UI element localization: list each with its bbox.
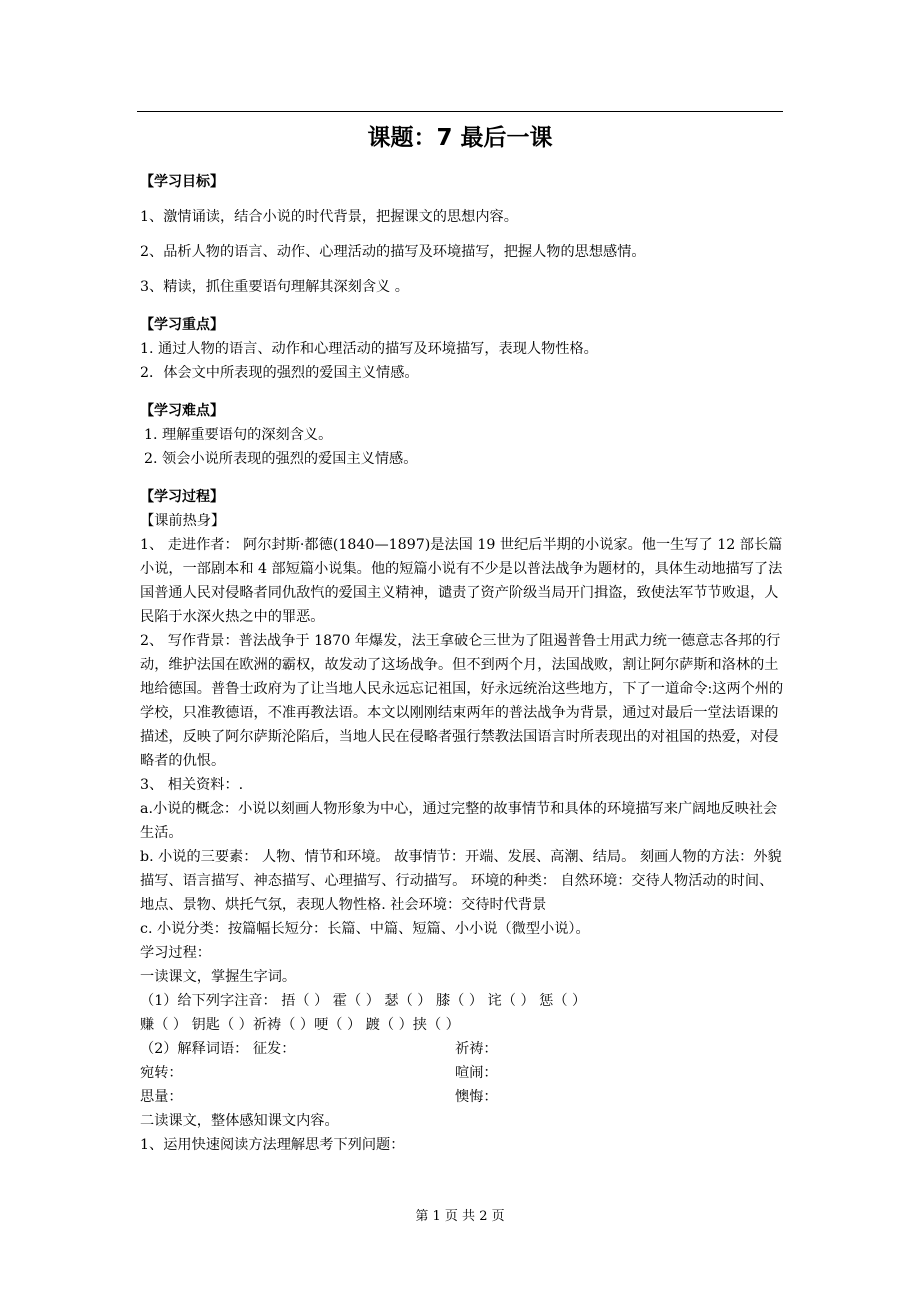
header-rule xyxy=(137,111,783,112)
explain-words-row xyxy=(140,1085,785,1109)
page-title: 课题：7 最后一课 xyxy=(367,125,553,151)
background-paragraph: 2、 写作背景：普法战争于 1870 年爆发，法王拿破仑三世为了阻遏普鲁士用武力统一德意志各邦的行动，维护法国在欧洲的霸权，故发动了这场战争。但不到两个月，法国战败，割让阿尔萨斯和洛林的土地给德国。普鲁士政府为了让当地人民永远忘记祖国，好永远统治这些地方，下了一道命令:这两个州的学校，只准教德语，不准再教法语。本文以刚刚结束两年的普法战争为背景，通过对最后一堂法语课的描述，反映了阿尔萨斯沦陷后，当地人民在侵略者强行禁教法国语言时所表现出的对祖国的热爱，对侵略者的仇恨。 xyxy=(140,633,784,769)
key-point: 1. 通过人物的语言、动作和心理活动的描写及环境描写，表现人物性格。 xyxy=(140,341,598,357)
concept-paragraph: a.小说的概念：小说以刻画人物形象为中心，通过完整的故事情节和具体的环境描写来广阔地反映社会生活。 xyxy=(140,801,778,841)
goals-heading: 【学习目标】 xyxy=(140,174,224,190)
page-footer: 第 1 页 共 2 页 xyxy=(415,1209,505,1224)
word-prayer: 祈祷： xyxy=(455,1041,498,1057)
explain-words-row xyxy=(140,1061,785,1085)
process-heading: 【学习过程】 xyxy=(140,489,224,505)
author-paragraph: 1、 走进作者： 阿尔封斯·都德(1840—1897)是法国 19 世纪后半期的小说家。他一生写了 12 部长篇小说，一部剧本和 4 部短篇小说集。他的短篇小说有不少是以普法战争为题材的，具体生动地描写了法国普通人民对侵略者同仇敌忾的爱国主义精神，谴责了资产阶级当局开门揖盗，致使法军节节败退，人民陷于水深火热之中的罪恶。 xyxy=(140,537,783,625)
warmup-heading: 【课前热身】 xyxy=(140,513,226,529)
resources-heading: 3、 相关资料：. xyxy=(140,777,244,793)
fast-read-line: 1、运用快速阅读方法理解思考下列问题： xyxy=(140,1137,405,1153)
word-siliang: 思量： xyxy=(140,1089,183,1105)
key-point: 2．体会文中所表现的强烈的爱国主义情感。 xyxy=(140,365,419,381)
classification-line: c. 小说分类：按篇幅长短分：长篇、中篇、短篇、小小说（微型小说）。 xyxy=(140,921,590,937)
key-heading: 【学习重点】 xyxy=(140,317,224,333)
phonetic-exercise-line: （1）给下列字注音： 捂（ ） 霍（ ） 瑟（ ） 膝（ ） 诧（ ） 惩（ ） xyxy=(140,993,587,1009)
difficulty-item: 2. 领会小说所表现的强烈的爱国主义情感。 xyxy=(144,451,418,467)
explain-words-label: （2）解释词语： 征发： xyxy=(140,1041,296,1057)
second-read-line: 二读课文，整体感知课文内容。 xyxy=(140,1113,339,1129)
difficulty-item: 1. 理解重要语句的深刻含义。 xyxy=(144,427,333,443)
word-aohui: 懊悔： xyxy=(455,1089,498,1105)
phonetic-exercise-line: 赚（ ） 钥匙（ ）祈祷（ ）哽（ ） 踱（ ）挟（ ） xyxy=(140,1017,460,1033)
goal-item: 2、品析人物的语言、动作、心理活动的描写及环境描写，把握人物的思想感情。 xyxy=(140,244,646,260)
goal-item: 1、激情诵读，结合小说的时代背景，把握课文的思想内容。 xyxy=(140,209,518,225)
word-wanzhuan: 宛转： xyxy=(140,1065,183,1081)
goal-item: 3、精读，抓住重要语句理解其深刻含义 。 xyxy=(140,279,409,295)
process-label: 学习过程： xyxy=(140,945,211,961)
word-xuannao: 喧闹： xyxy=(455,1065,498,1081)
document-body xyxy=(140,170,785,1157)
first-read-line: 一读课文，掌握生字词。 xyxy=(140,969,297,985)
difficulty-heading: 【学习难点】 xyxy=(140,403,224,419)
explain-words-row xyxy=(140,1037,785,1061)
elements-paragraph: b. 小说的三要素： 人物、情节和环境。 故事情节：开端、发展、高潮、结局。 刻画人物的方法：外貌描写、语言描写、神态描写、心理描写、行动描写。 环境的种类： 自然环境：交待人物活动的时间、地点、景物、烘托气氛，表现人物性格. 社会环境：交待时代背景 xyxy=(140,849,782,913)
